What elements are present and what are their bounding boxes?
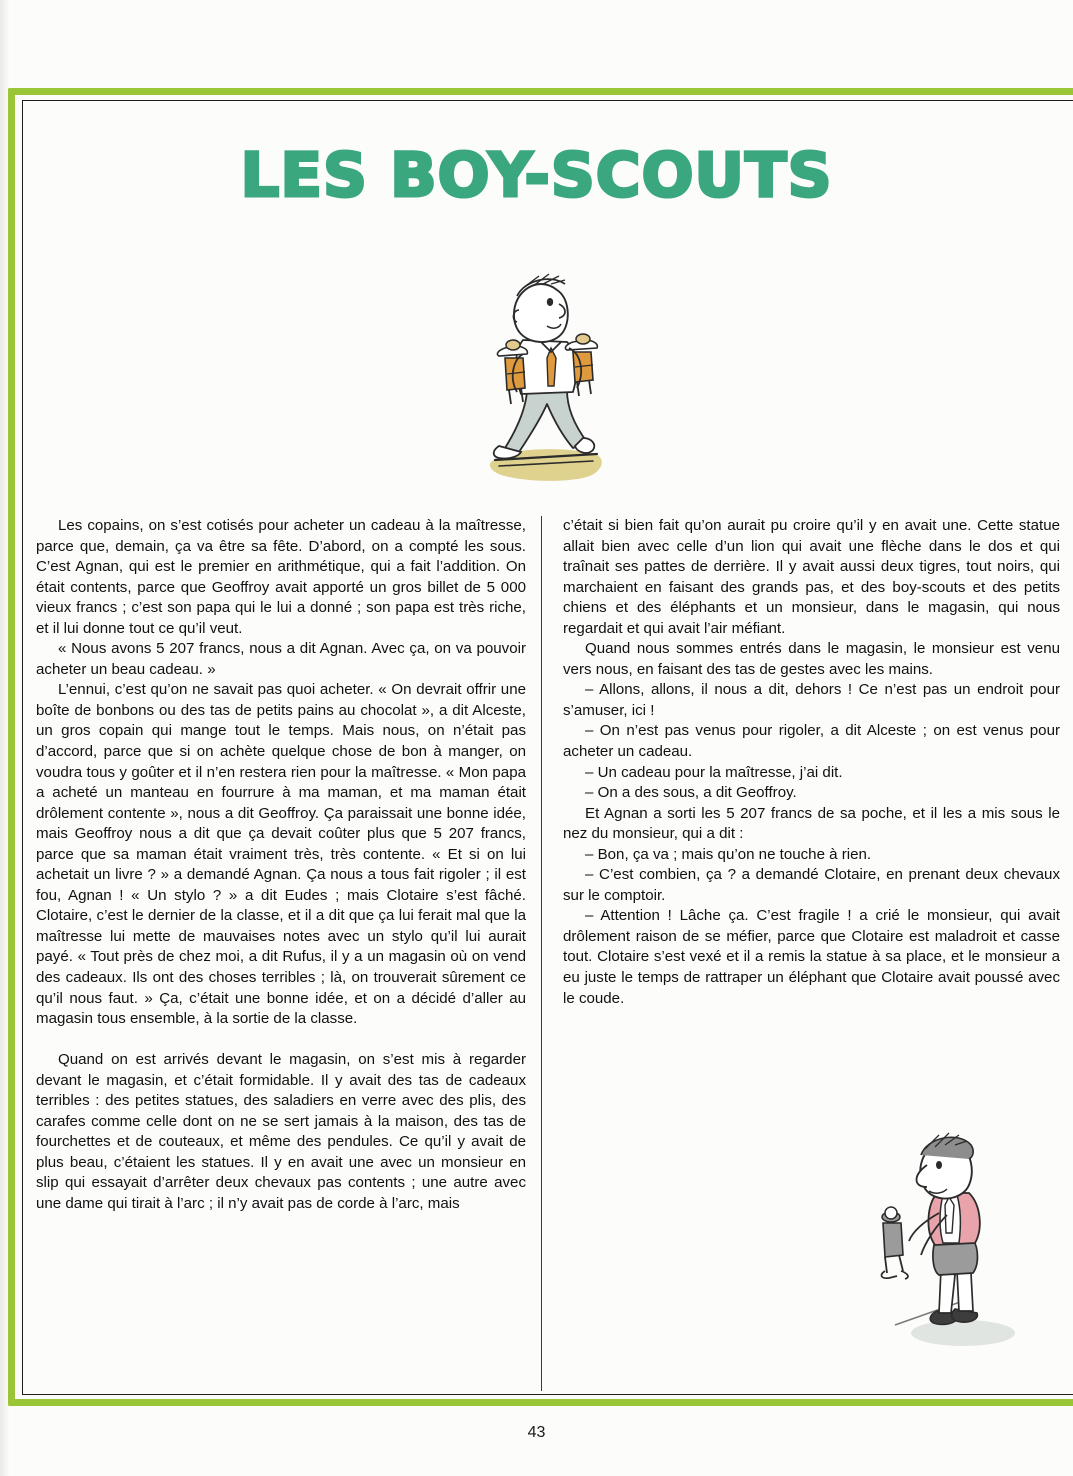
paragraph: c’était si bien fait qu’on aurait pu croire qu’il y en avait une. Cette statue allait bien avec celle d’un lion qui avait une flèche dans le dos et qui traînait ses pattes de derrière. Il y avait aussi deux tigres, tout noirs, qui marchaient en faisant des grands pas, et des boy-scouts et des petits chiens et des éléphants et un monsieur, dans le magasin, qui nous regardait et qui avait l’air méfiant. [563,517,1060,637]
page-number: 43 [527,1424,546,1441]
paragraph: Les copains, on s’est cotisés pour acheter un cadeau à la maîtresse, parce que, demain, ça va être sa fête. D’abord, on a compté les sous. C’est Agnan, qui est le premier en arithmétique, qui a fait l’addition. On était contents, parce que Geoffroy avait apporté un gros billet de 5 000 vieux francs ; c’est son papa qui le lui a donné ; son papa est très riche, et il lui donne tout ce qu’il veut. [36,517,526,637]
paragraph: L’ennui, c’est qu’on ne savait pas quoi acheter. « On devrait offrir une boîte de bonbons ou des tas de petits pains au chocolat », a dit Alceste, un gros copain qui mange tout le temps. Mais nous, on n’était pas d’accord, parce que si on achète quelque chose de bon à manger, on voudra tous y goûter et il n’en restera rien pour la maîtresse. « Mon papa a acheté un manteau en fourrure à ma maman, et ma maman était drôlement contente », nous a dit Geoffroy. Ça paraissait une bonne idée, mais Geoffroy nous a dit que ça devait coûter plus que 5 207 francs, parce que sa maman était vraiment très, très contente. « Et si on lui achetait un livre ? » a demandé Agnan. Ça nous a tous fait rigoler ; il est fou, Agnan ! « Un stylo ? » a dit Eudes ; mais Clotaire s’est fâché. Clotaire, c’est le dernier de la classe, et il a dit que ça lui ferait mal que la maîtresse lui mette de mauvaises notes avec un stylo qu’il lui aurait payé. « Tout près de chez moi, a dit Rufus, il y a un magasin où on vend des cadeaux. Ils ont des choses terribles ; là, on trouverait sûrement ce qu’il nous faut. » Ça, c’était une bonne idée, et on a décidé d’aller au magasin tous ensemble, à la sortie de la classe. [36,681,526,1028]
text-column-right [563,516,1060,1009]
paragraph: Quand on est arrivés devant le magasin, on s’est mis à regarder devant le magasin, et c’était formidable. Il y avait des tas de cadeaux terribles : des petites statues, des saladiers en verre avec des plis, des carafes comme celle dont on ne se sert jamais à la maison, des tas de fourchettes et de couteaux, et même des pendules. Ce qu’il y avait de plus beau, c’étaient les statues. Il y en avait une avec un monsieur en slip qui essayait d’arrêter deux chevaux pas contents ; une autre avec une dame qui tirait à l’arc ; il n’y avait pas de corde à l’arc, mais [36,1051,526,1212]
column-divider [541,516,542,1391]
illustration-shopkeeper-with-statuettes [455,262,645,497]
paragraph: « Nous avons 5 207 francs, nous a dit Agnan. Avec ça, on va pouvoir acheter un beau cadeau. » [36,640,526,678]
article-body [36,516,1060,1391]
dialogue-line: – On n’est pas venus pour rigoler, a dit Alceste ; on est venus pour acheter un cadeau. [563,722,1060,761]
dialogue-line: – C’est combien, ça ? a demandé Clotaire, en prenant deux chevaux sur le comptoir. [563,866,1060,904]
dialogue-line: – Allons, allons, il nous a dit, dehors ! Ce n’est pas un endroit pour s’amuser, ici ! [563,681,1060,719]
dialogue-line: – Un cadeau pour la maîtresse, j’ai dit. [585,763,843,781]
paragraph: Et Agnan a sorti les 5 207 francs de sa poche, et il les a mis sous le nez du monsieur, qui a dit : [563,804,1060,843]
page-title: LES BOY-SCOUTS [240,140,833,211]
paragraph: Quand nous sommes entrés dans le magasin, le monsieur est venu vers nous, en faisant des tas de gestes avec les mains. [563,640,1060,678]
text-column-left [36,516,526,1215]
dialogue-line: – On a des sous, a dit Geoffroy. [585,784,797,802]
dialogue-line: – Bon, ça va ; mais qu’on ne touche à rien. [585,845,872,863]
dialogue-line: – Attention ! Lâche ça. C’est fragile ! a crié le monsieur, qui avait drôlement raison de se méfier, parce que Clotaire est maladroit et casse tout. Clotaire s’est vexé et il a remis la statue à sa place, et le monsieur a eu juste le temps de rattraper un éléphant que Clotaire avait poussé avec le coude. [563,907,1060,1007]
